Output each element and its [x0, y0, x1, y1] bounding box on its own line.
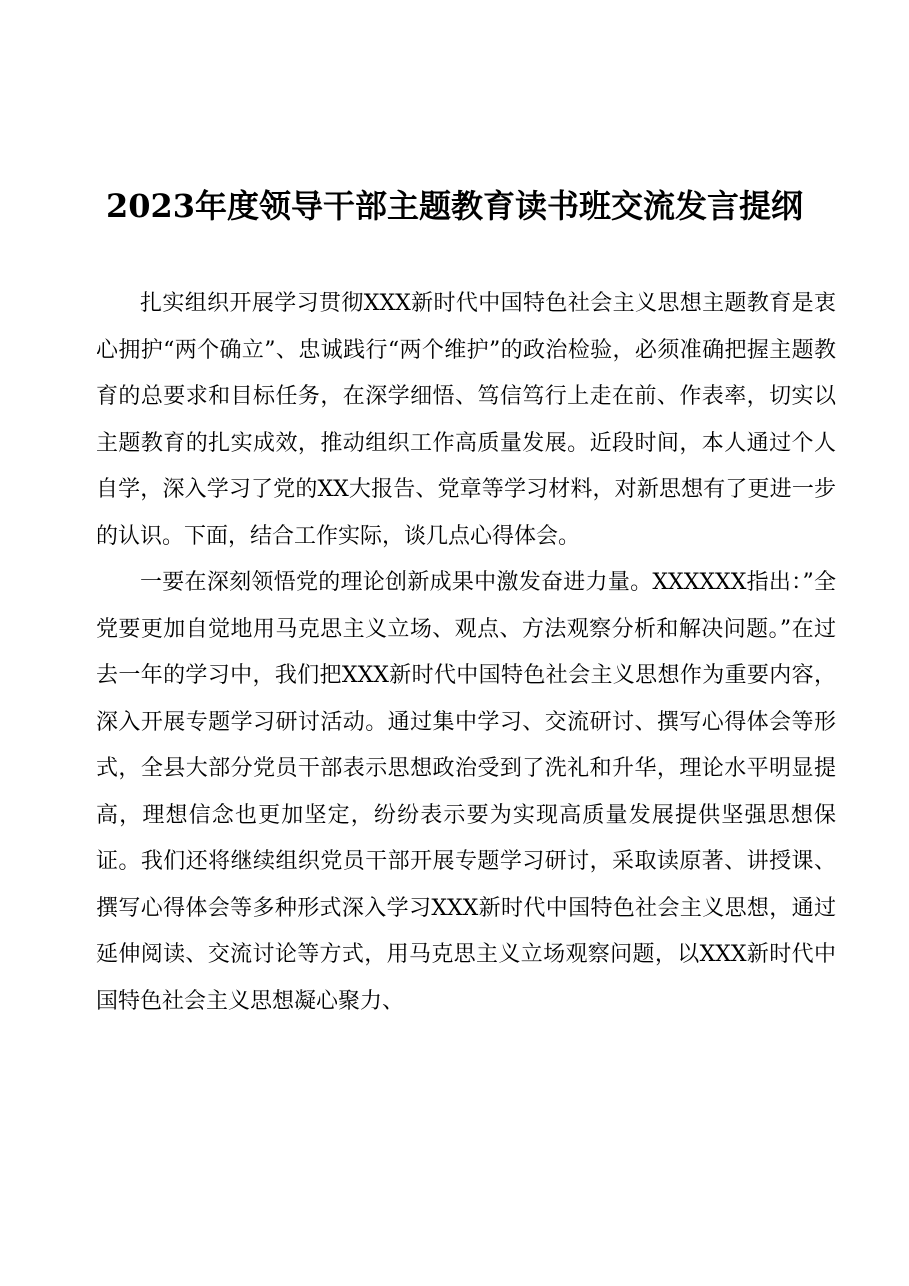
- document-body: [96, 281, 836, 1025]
- paragraph-point-one: 一要在深刻领悟党的理论创新成果中激发奋进力量。XXXXXX指出：”全党要更加自觉地用马克思主义立场、观点、方法观察分析和解决问题。”在过去一年的学习中，我们把XXX新时代中国特色社会主义思想作为重要内容，深入开展专题学习研讨活动。通过集中学习、交流研讨、撰写心得体会等形式，全县大部分党员干部表示思想政治受到了洗礼和升华，理论水平明显提高，理想信念也更加坚定，纷纷表示要为实现高质量发展提供坚强思想保证。我们还将继续组织党员干部开展专题学习研讨，采取读原著、讲授课、撰写心得体会等多种形式深入学习XXX新时代中国特色社会主义思想，通过延伸阅读、交流讨论等方式，用马克思主义立场观察问题，以XXX新时代中国特色社会主义思想凝心聚力、: [96, 570, 836, 1014]
- paragraph-intro: 扎实组织开展学习贯彻XXX新时代中国特色社会主义思想主题教育是衷心拥护“两个确立”、忠诚践行“两个维护”的政治检验，必须准确把握主题教育的总要求和目标任务，在深学细悟、笃信笃行上走在前、作表率，切实以主题教育的扎实成效，推动组织工作高质量发展。近段时间，本人通过个人自学，深入学习了党的XX大报告、党章等学习材料，对新思想有了更进一步的认识。下面，结合工作实际，谈几点心得体会。: [96, 291, 836, 549]
- document-title: 2023年度领导干部主题教育读书班交流发言提纲: [105, 187, 804, 225]
